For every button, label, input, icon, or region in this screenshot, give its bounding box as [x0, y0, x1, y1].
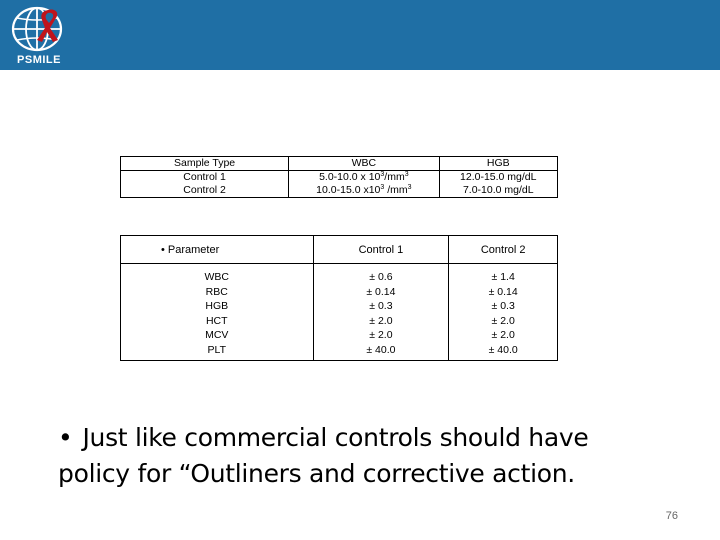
limit-value: ± 40.0 [366, 343, 396, 356]
limit-value: ± 2.0 [369, 314, 393, 327]
control-2-limits [449, 264, 558, 361]
header-sample-type: Sample Type [121, 157, 289, 171]
bullet-line-1: • Just like commercial controls should have [58, 420, 678, 456]
header-band [0, 0, 720, 70]
limit-value: ± 40.0 [488, 343, 518, 356]
sample-cell: Control 2 [121, 184, 289, 198]
bullet-marker: • [58, 423, 73, 452]
limit-value: ± 1.4 [491, 271, 515, 283]
table-row [121, 184, 558, 198]
page-number: 76 [665, 510, 678, 522]
limit-value: ± 2.0 [369, 329, 393, 342]
header-wbc: WBC [289, 157, 439, 171]
parameter-name: HCT [205, 314, 228, 327]
bullet-line-2: policy for “Outliners and corrective action. [58, 459, 575, 488]
table-row [121, 264, 558, 361]
logo-text: PSMILE [17, 54, 61, 66]
limit-value: ± 2.0 [491, 314, 515, 327]
header-hgb: HGB [439, 157, 557, 171]
parameter-list [121, 264, 314, 361]
limit-value: ± 2.0 [491, 329, 515, 342]
psmile-logo [4, 4, 74, 66]
limit-value: ± 0.3 [369, 300, 393, 313]
bullet-point [58, 420, 678, 492]
limit-value: ± 0.14 [488, 285, 518, 298]
wbc-range-cell: 10.0-15.0 $x10^3$ $/mm^3$ [289, 184, 439, 198]
control-range-table [120, 156, 558, 198]
parameter-name: WBC [204, 271, 229, 283]
parameter-limits-table [120, 235, 558, 361]
control-1-limits [313, 264, 449, 361]
globe-ribbon-icon [4, 4, 74, 56]
parameter-name: HGB [205, 300, 229, 313]
header-control-1: Control 1 [313, 236, 449, 264]
limit-value: ± 0.14 [366, 285, 396, 298]
sample-cell: Control 1 [121, 171, 289, 185]
hgb-range-cell: 7.0-10.0 mg/dL [462, 184, 534, 196]
header-parameter: • Parameter [121, 236, 314, 264]
header-control-2: Control 2 [449, 236, 558, 264]
wbc-range-cell: 5.0-10.0 x $10^3/mm^3$ [289, 171, 439, 185]
hgb-range-cell: 12.0-15.0 mg/dL [460, 171, 537, 183]
parameter-name: PLT [207, 343, 226, 356]
table-header-row [121, 236, 558, 264]
limit-value: ± 0.6 [369, 271, 393, 283]
parameter-name: MCV [205, 329, 229, 342]
table-header-row [121, 157, 558, 171]
table-row [121, 171, 558, 185]
limit-value: ± 0.3 [491, 300, 515, 313]
parameter-name: RBC [205, 285, 228, 298]
